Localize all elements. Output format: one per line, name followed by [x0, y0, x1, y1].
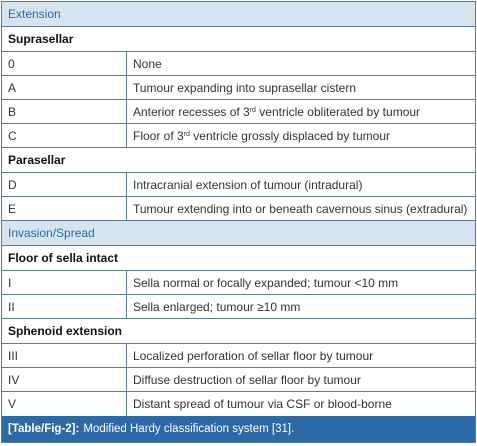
section-header-invasion	[2, 221, 475, 246]
grade-description: Sella normal or focally expanded; tumour <10 mm	[133, 275, 399, 290]
table-row	[2, 295, 475, 319]
grade-code: A	[2, 76, 127, 99]
grade-code: B	[2, 100, 127, 123]
grade-description: Tumour extending into or beneath cavernous sinus (extradural)	[133, 201, 468, 216]
table-caption	[2, 416, 475, 442]
caption-text: Modified Hardy classification system [31].	[83, 423, 295, 435]
table-row	[2, 271, 475, 295]
desc-text: ventricle grossly displaced by tumour	[189, 128, 391, 143]
desc-text: Floor of 3	[133, 128, 184, 143]
subheader-label: Sphenoid extension	[8, 324, 123, 338]
table-row	[2, 100, 475, 124]
ordinal-suffix: rd	[183, 131, 190, 138]
grade-description: Intracranial extension of tumour (intradural)	[133, 177, 363, 192]
subheader-suprasellar	[2, 27, 475, 52]
grade-code: 0	[2, 52, 127, 75]
grade-code: II	[2, 295, 127, 318]
table-row	[2, 344, 475, 368]
desc-text: Anterior recesses of 3	[133, 104, 250, 119]
hardy-classification-table	[1, 1, 476, 443]
table-row	[2, 124, 475, 148]
table-row	[2, 197, 475, 221]
table-row	[2, 76, 475, 100]
grade-description	[127, 124, 475, 147]
section-header-label: Invasion/Spread	[8, 226, 95, 240]
section-header-extension	[2, 2, 475, 27]
grade-code: C	[2, 124, 127, 147]
table-row	[2, 392, 475, 416]
table-row	[2, 173, 475, 197]
subheader-floor-intact	[2, 246, 475, 271]
subheader-label: Parasellar	[8, 153, 66, 167]
subheader-parasellar	[2, 148, 475, 173]
grade-description: Tumour expanding into suprasellar cistern	[133, 80, 357, 95]
grade-description: Distant spread of tumour via CSF or blood-borne	[133, 397, 392, 411]
grade-code: I	[2, 271, 127, 294]
subheader-label: Suprasellar	[8, 32, 74, 46]
grade-code: V	[2, 392, 127, 416]
subheader-sphenoid	[2, 319, 475, 344]
ordinal-suffix: rd	[249, 107, 256, 114]
caption-label: [Table/Fig-2]:	[8, 423, 80, 435]
grade-code: E	[2, 197, 127, 220]
grade-description	[127, 100, 475, 123]
grade-code: III	[2, 344, 127, 367]
grade-description: Sella enlarged; tumour ≥10 mm	[133, 299, 301, 314]
grade-description: None	[133, 56, 162, 71]
section-header-label: Extension	[8, 7, 61, 21]
grade-description: Localized perforation of sellar floor by tumour	[133, 348, 374, 363]
table-row	[2, 52, 475, 76]
subheader-label: Floor of sella intact	[8, 251, 119, 265]
grade-code: D	[2, 173, 127, 196]
desc-text: ventricle obliterated by tumour	[255, 104, 421, 119]
grade-code: IV	[2, 368, 127, 391]
table-row	[2, 368, 475, 392]
grade-description: Diffuse destruction of sellar floor by tumour	[133, 372, 361, 387]
